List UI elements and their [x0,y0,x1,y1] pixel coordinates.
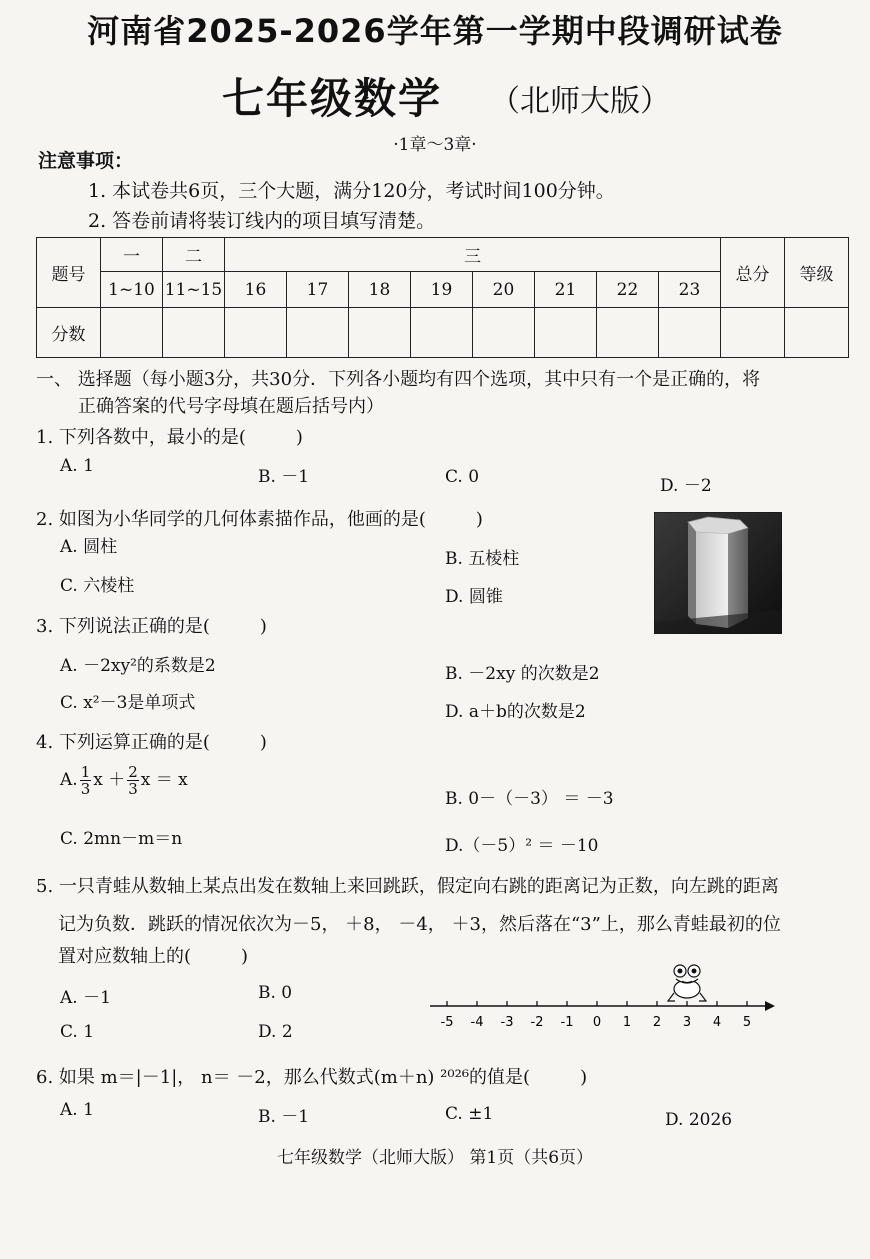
q1-option-a[interactable]: A. 1 [60,456,94,476]
row-label-score: 分数 [37,308,101,358]
q1-stem: 1. 下列各数中，最小的是( ) [36,427,303,448]
q2-stem: 2. 如图为小华同学的几何体素描作品，他画的是( ) [36,509,483,530]
q2-option-b[interactable]: B. 五棱柱 [445,549,520,569]
score-cell[interactable] [597,308,659,358]
fraction: $\frac{2}{3}$ [128,763,138,798]
score-cell[interactable] [101,308,163,358]
frog-icon [668,965,706,1001]
chapter-range: ·1章～3章· [393,135,477,155]
score-cell[interactable] [473,308,535,358]
axis-tick-label: 2 [652,1015,662,1030]
score-cell[interactable] [411,308,473,358]
axis-tick-label: -3 [500,1015,514,1030]
section1-heading: 一、 选择题（每小题3分，共30分．下列各小题均有四个选项，其中只有一个是正确的，将 [36,369,761,390]
total-label: 总分 [721,238,785,308]
q2-option-c[interactable]: C. 六棱柱 [60,576,135,596]
grade-cell[interactable] [785,308,849,358]
arrow-head-icon [765,1001,775,1011]
axis-tick-label: -1 [560,1015,574,1030]
q5-option-d[interactable]: D. 2 [258,1022,293,1042]
section-one: 一 [101,238,163,272]
q4-stem: 4. 下列运算正确的是( ) [36,732,267,753]
range-cell: 17 [287,272,349,308]
axis-tick-label: -4 [470,1015,484,1030]
q1-option-b[interactable]: B. －1 [258,467,310,487]
score-table [36,237,849,358]
q6-option-d[interactable]: D. 2026 [665,1110,733,1130]
range-cell: 19 [411,272,473,308]
score-cell[interactable] [225,308,287,358]
axis-tick-label: 4 [712,1015,722,1030]
range-cell: 18 [349,272,411,308]
q2-option-a[interactable]: A. 圆柱 [60,537,118,557]
q4-option-a[interactable]: A. $\frac{1}{3}$ x ＋ $\frac{2}{3}$ x ＝ x [60,763,188,798]
section-two: 二 [163,238,225,272]
note-item: 1. 本试卷共6页，三个大题，满分120分，考试时间100分钟。 [88,180,615,202]
grade-label: 等级 [785,238,849,308]
q4-option-c[interactable]: C. 2mn－m＝n [60,829,183,849]
q6-stem: 6. 如果 m＝|－1|， n＝ －2，那么代数式(m＋n) ²⁰²⁶的值是( ) [36,1067,588,1088]
range-cell: 16 [225,272,287,308]
range-cell: 11~15 [163,272,225,308]
q5-line2: 记为负数．跳跃的情况依次为－5， ＋8， －4， ＋3，然后落在“3”上，那么青蛙最初的位 [58,914,781,935]
range-cell: 1~10 [101,272,163,308]
q6-option-a[interactable]: A. 1 [60,1100,94,1120]
edition-label: （北师大版） [490,84,670,119]
row-label-question: 题号 [37,238,101,308]
range-cell: 22 [597,272,659,308]
exam-title: 河南省2025-2026学年第一学期中段调研试卷 [87,12,783,50]
q2-option-d[interactable]: D. 圆锥 [445,587,503,607]
section1-heading-cont: 正确答案的代号字母填在题后括号内） [78,396,384,417]
range-cell: 23 [659,272,721,308]
range-cell: 21 [535,272,597,308]
q6-option-b[interactable]: B. －1 [258,1107,310,1127]
axis-tick-label: 5 [742,1015,752,1030]
score-cell[interactable] [349,308,411,358]
q3-option-c[interactable]: C. x²－3是单项式 [60,693,196,713]
q4-option-d[interactable]: D.（－5）² ＝ －10 [445,836,599,856]
q1-option-d[interactable]: D. －2 [660,476,712,496]
score-cell[interactable] [659,308,721,358]
score-cell[interactable] [287,308,349,358]
axis-tick-label: -2 [530,1015,544,1030]
axis-tick-label: 3 [682,1015,692,1030]
q5-line3: 置对应数轴上的( ) [58,946,249,967]
total-score-cell[interactable] [721,308,785,358]
q3-option-a[interactable]: A. －2xy²的系数是2 [60,656,216,676]
hexagonal-prism-sketch [654,512,782,634]
q1-option-c[interactable]: C. 0 [445,467,480,487]
subject-title: 七年级数学 [222,74,443,123]
section-three: 三 [225,238,721,272]
q4-option-b[interactable]: B. 0－（－3） ＝ －3 [445,789,614,809]
axis-tick-label: 1 [622,1015,632,1030]
axis-tick-label: -5 [440,1015,454,1030]
q3-option-d[interactable]: D. a＋b的次数是2 [445,702,586,722]
q5-line1: 5. 一只青蛙从数轴上某点出发在数轴上来回跳跃，假定向右跳的距离记为正数，向左跳的距离 [36,876,779,897]
q3-option-b[interactable]: B. －2xy 的次数是2 [445,664,600,684]
note-item: 2. 答卷前请将装订线内的项目填写清楚。 [88,210,436,232]
q6-option-c[interactable]: C. ±1 [445,1104,494,1124]
number-line-figure [425,955,775,1035]
score-cell[interactable] [163,308,225,358]
q5-option-c[interactable]: C. 1 [60,1022,95,1042]
range-cell: 20 [473,272,535,308]
q3-stem: 3. 下列说法正确的是( ) [36,616,267,637]
notes-heading: 注意事项： [38,150,134,172]
page-footer: 七年级数学（北师大版） 第1页（共6页） [276,1148,594,1168]
axis-tick-label: 0 [592,1015,602,1030]
score-cell[interactable] [535,308,597,358]
q5-option-b[interactable]: B. 0 [258,983,293,1003]
q5-option-a[interactable]: A. －1 [60,988,111,1008]
fraction: $\frac{1}{3}$ [80,763,91,798]
